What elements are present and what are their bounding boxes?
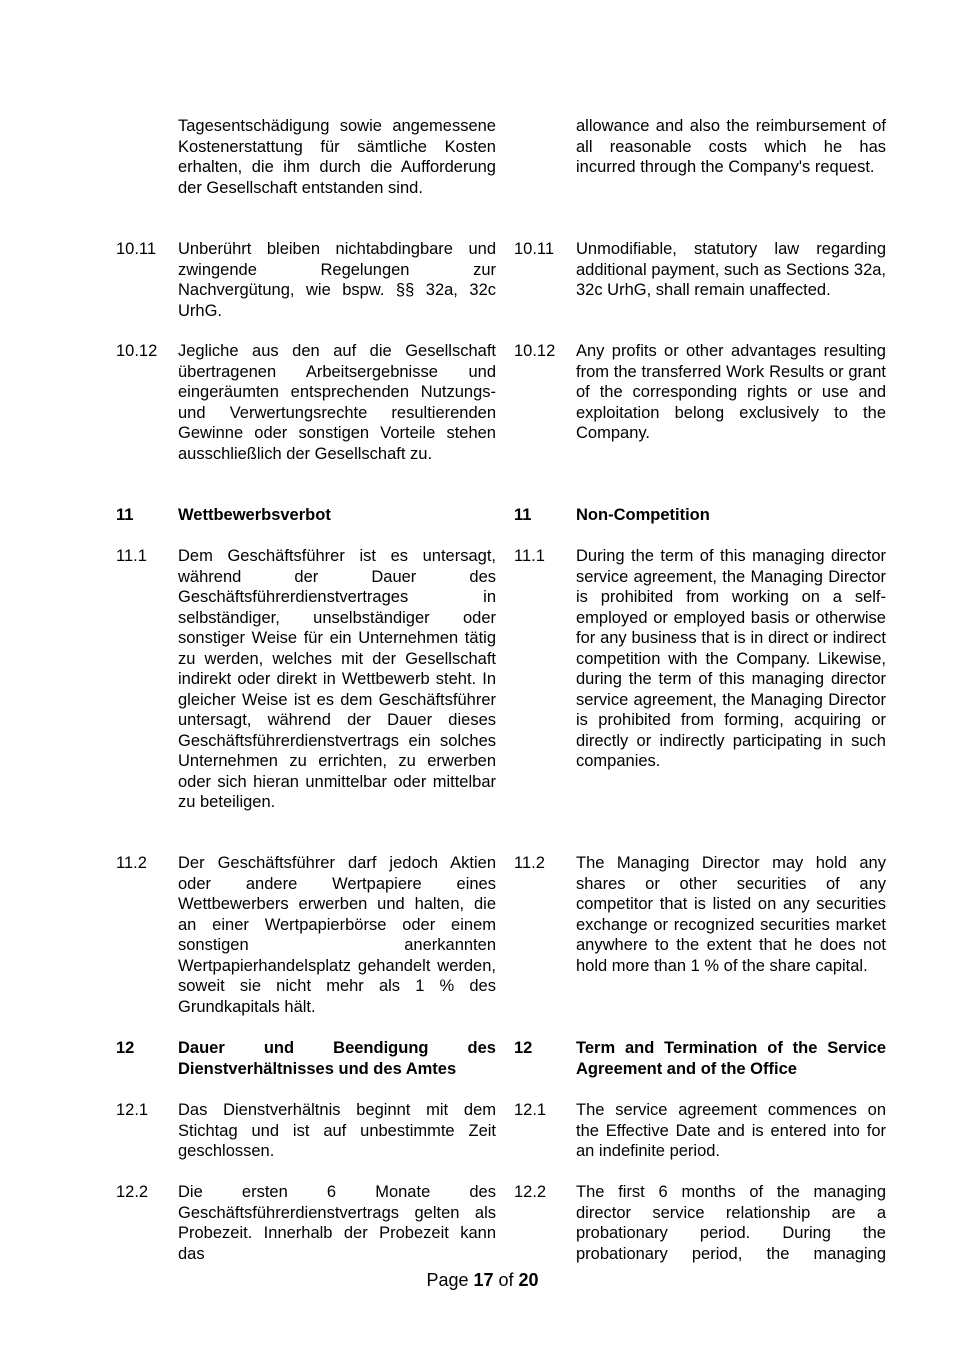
page-footer [0,1269,965,1291]
clause-number-de: 11 [116,506,134,524]
clause-number-de: 10.11 [116,240,157,258]
clause-text-de: Tagesentschädigung sowie angemessene Kostenerstattung für sämtliche Kosten erhalten, die ihm durch die Aufforderung der Gesellschaft entstanden sind. [178,117,496,197]
clause-text-de: Unberührt bleiben nichtabdingbare und zwingende Regelungen zur Nachvergütung, wie bspw. §§ 32a, 32c UrhG. [178,240,496,320]
clause-number-en: 12.2 [514,1183,547,1201]
footer-total-pages: 20 [518,1270,539,1290]
clause-text-de: Der Geschäftsführer darf jedoch Aktien oder andere Wertpapiere eines Wettbewerbers erwerben und halten, die an einer Wertpapierbörse oder einem sonstigen anerkannten Wertpapierhandelsplatz gehandelt werden, soweit sie nicht mehr als 1 % des Grundkapitals hält. [178,854,496,1016]
clause-number-en: 11.1 [514,547,545,565]
clause-number-de: 12 [116,1039,135,1057]
clause-number-en: 10.11 [514,240,555,258]
clause-text-en: During the term of this managing director service agreement, the Managing Director is prohibited from working on a self-employed or employed basis or otherwise for any business that is in direct or indirect competition with the Company. Likewise, during the term of this managing director service agreement, the Managing Director is prohibited from forming, acquiring or directly or indirectly participating in such companies. [576,547,886,770]
clause-number-de: 11.1 [116,547,147,565]
footer-current-page: 17 [473,1270,494,1290]
clause-text-en: allowance and also the reimbursement of all reasonable costs which he has incurred through the Company's request. [576,117,886,176]
clause-text-de: Die ersten 6 Monate des Geschäftsführerdienstvertrags gelten als Probezeit. Innerhalb der Probezeit kann das [178,1183,496,1263]
clause-text-en: Any profits or other advantages resulting from the transferred Work Results or grant of the corresponding rights or use and exploitation belong exclusively to the Company. [576,342,886,442]
clause-number-en: 10.12 [514,342,556,360]
footer-of: of [493,1270,519,1290]
clause-number-de: 12.2 [116,1183,149,1201]
clause-text-de: Dem Geschäftsführer ist es untersagt, während der Dauer des Geschäftsführerdienstvertrages in selbständiger, unselbständiger oder sonstiger Weise für ein Unternehmen tätig zu werden, welches mit der Gesellschaft indirekt oder direkt in Wettbewerb steht. In gleicher Weise ist es dem Geschäftsführer untersagt, während der Dauer dieses Geschäftsführerdienstvertrags ein solches Unternehmen zu errichten, zu erwerben oder sich hieran unmittelbar oder mittelbar zu beteiligen. [178,547,496,811]
clause-number-de: 12.1 [116,1101,149,1119]
clause-number-en: 11.2 [514,854,545,872]
clause-number-en: 11 [514,506,532,524]
clause-text-en: Unmodifiable, statutory law regarding additional payment, such as Sections 32a, 32c UrhG, shall remain unaffected. [576,240,886,299]
clause-number-en: 12.1 [514,1101,547,1119]
footer-prefix: Page [426,1270,474,1290]
clause-text-de: Jegliche aus den auf die Gesellschaft übertragenen Arbeitsergebnisse und eingeräumten entsprechenden Nutzungs- und Verwertungsrechte resultierenden Gewinne oder sonstigen Vorteile stehen ausschließlich der Gesellschaft zu. [178,342,496,463]
heading-text-de: Wettbewerbsverbot [178,506,331,524]
heading-text-de: Dauer und Beendigung des Dienstverhältnisses und des Amtes [178,1039,496,1078]
heading-text-en: Non-Competition [576,506,710,524]
clause-text-en: The service agreement commences on the Effective Date and is entered into for an indefinite period. [576,1101,886,1160]
clause-text-en: The Managing Director may hold any shares or other securities of any competitor that is listed on any securities exchange or recognized securities market anywhere to the extent that he does not hold more than 1 % of the share capital. [576,854,886,975]
clause-text-de: Das Dienstverhältnis beginnt mit dem Stichtag und ist auf unbestimmte Zeit geschlossen. [178,1101,496,1160]
clause-number-de: 11.2 [116,854,147,872]
clause-number-en: 12 [514,1039,533,1057]
clause-text-en: The first 6 months of the managing director service relationship are a probationary period. During the probationary period, the managing [576,1183,886,1263]
heading-text-en: Term and Termination of the Service Agreement and of the Office [576,1039,886,1078]
clause-number-de: 10.12 [116,342,158,360]
